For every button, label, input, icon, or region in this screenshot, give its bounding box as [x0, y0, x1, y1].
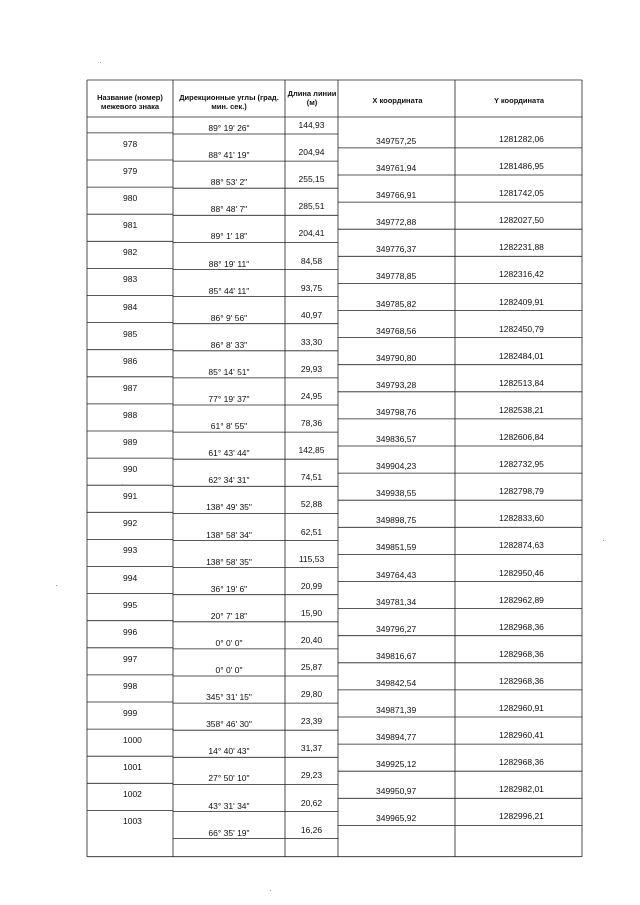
point-name-cell: 995: [123, 599, 138, 610]
length-cell: 23,39: [300, 716, 323, 727]
header-direction-angle: Дирекционные углы (град. мин. сек.): [179, 93, 279, 111]
x-coordinate-cell: 349894,77: [376, 732, 417, 743]
length-cell: 29,93: [300, 363, 323, 374]
point-name-cell: 996: [123, 626, 138, 637]
point-name-cell: 988: [123, 409, 138, 420]
length-cell: 20,62: [300, 797, 323, 808]
point-name-cell: 986: [123, 355, 138, 366]
x-coordinate-cell: 349904,23: [376, 461, 417, 472]
angle-cell: 61° 8' 55": [210, 421, 248, 432]
angle-cell: 0° 0' 0": [215, 665, 243, 675]
x-coordinate-cell: 349836,57: [376, 434, 417, 444]
x-coordinate-cell: 349776,37: [376, 244, 417, 255]
angle-cell: 66° 35' 19": [208, 827, 250, 838]
angle-cell: 345° 31' 15": [206, 692, 252, 703]
angle-cell: 138° 58' 35": [206, 556, 252, 567]
angle-cell: 89° 19' 26": [208, 123, 250, 133]
y-coordinate-cell: 1282027,50: [499, 215, 544, 226]
length-cell: 204,94: [298, 147, 325, 158]
x-coordinate-cell: 349842,54: [376, 677, 417, 688]
angle-cell: 138° 58' 34": [206, 529, 252, 540]
y-coordinate-cell: 1282316,42: [499, 269, 544, 280]
length-cell: 20,99: [300, 580, 323, 591]
point-name-cell: 979: [123, 166, 138, 176]
y-coordinate-cell: 1282231,88: [499, 242, 544, 253]
x-coordinate-cell: 349757,25: [376, 135, 417, 146]
y-coordinate-cell: 1282962,89: [499, 594, 544, 605]
length-cell: 84,58: [300, 255, 323, 266]
x-coordinate-cell: 349778,85: [376, 271, 417, 282]
x-coordinate-cell: 349950,97: [376, 786, 417, 797]
header-x-coordinate: X координата: [372, 96, 423, 105]
y-coordinate-cell: 1282960,91: [499, 703, 544, 713]
angle-cell: 86° 9' 56": [210, 312, 248, 323]
point-name-cell: 994: [123, 572, 138, 583]
point-name-cell: 985: [123, 328, 138, 339]
scan-speck: [270, 890, 271, 891]
point-name-cell: 980: [123, 193, 138, 204]
point-name-cell: 999: [123, 708, 138, 718]
x-coordinate-cell: 349793,28: [376, 379, 417, 390]
length-cell: 142,85: [298, 445, 325, 456]
y-coordinate-cell: 1282450,79: [499, 323, 544, 334]
x-coordinate-cell: 349796,27: [376, 623, 417, 634]
scan-speck: [122, 484, 123, 485]
point-name-cell: 989: [123, 437, 138, 447]
x-coordinate-cell: 349781,34: [376, 596, 417, 607]
y-coordinate-cell: 1282513,84: [499, 377, 544, 388]
y-coordinate-cell: 1282538,21: [499, 404, 544, 415]
angle-cell: 62° 34' 31": [208, 475, 250, 486]
x-coordinate-cell: 349938,55: [376, 488, 417, 499]
x-coordinate-cell: 349816,67: [376, 650, 417, 661]
point-name-cell: 997: [123, 653, 138, 664]
y-coordinate-cell: 1281282,06: [499, 133, 544, 144]
point-name-cell: 998: [123, 680, 138, 691]
point-name-cell: 992: [123, 518, 138, 529]
angle-cell: 86° 8' 33": [210, 339, 248, 350]
angle-cell: 20° 7' 18": [210, 610, 248, 621]
y-coordinate-cell: 1282732,95: [499, 459, 544, 470]
y-coordinate-cell: 1281486,95: [499, 161, 544, 171]
length-cell: 78,36: [300, 418, 323, 429]
x-coordinate-cell: 349871,39: [376, 705, 417, 715]
angle-cell: 88° 48' 7": [210, 204, 248, 215]
point-name-cell: 983: [123, 274, 138, 285]
x-coordinate-cell: 349772,88: [376, 217, 417, 228]
length-cell: 144,93: [298, 120, 325, 130]
angle-cell: 14° 40' 43": [208, 746, 250, 757]
point-name-cell: 990: [123, 464, 138, 475]
y-coordinate-cell: 1282968,36: [499, 675, 544, 686]
length-cell: 29,23: [300, 770, 323, 781]
point-name-cell: 981: [123, 220, 138, 231]
point-name-cell: 991: [123, 491, 138, 502]
point-name-cell: 984: [123, 301, 138, 312]
y-coordinate-cell: 1282484,01: [499, 350, 544, 361]
length-cell: 29,80: [300, 689, 323, 700]
length-cell: 74,51: [300, 472, 323, 483]
point-name-cell: 1000: [123, 735, 142, 746]
point-name-cell: 978: [123, 138, 138, 149]
length-cell: 24,95: [300, 391, 323, 401]
scan-speck: [603, 540, 604, 541]
angle-cell: 358° 46' 30": [206, 719, 252, 730]
length-cell: 31,37: [300, 743, 323, 754]
angle-cell: 43° 31' 34": [208, 800, 250, 811]
point-name-cell: 993: [123, 545, 138, 556]
point-name-cell: 1001: [123, 762, 142, 773]
x-coordinate-cell: 349768,56: [376, 325, 417, 336]
length-cell: 62,51: [300, 526, 323, 537]
y-coordinate-cell: 1282409,91: [499, 296, 544, 307]
angle-cell: 36° 19' 6": [210, 583, 248, 594]
length-cell: 16,26: [300, 824, 323, 835]
y-coordinate-cell: 1282996,21: [499, 811, 544, 822]
point-name-cell: 982: [123, 247, 138, 258]
x-coordinate-cell: 349764,43: [376, 569, 417, 580]
y-coordinate-cell: 1282606,84: [499, 432, 544, 442]
header-line-length: Длина линии (м): [287, 89, 337, 107]
angle-cell: 0° 0' 0": [215, 637, 243, 648]
y-coordinate-cell: 1282950,46: [499, 567, 544, 578]
x-coordinate-cell: 349761,94: [376, 163, 417, 173]
length-cell: 25,87: [300, 662, 323, 672]
angle-cell: 77° 19' 37": [208, 394, 250, 404]
scan-speck: [100, 62, 101, 63]
y-coordinate-cell: 1282968,36: [499, 757, 544, 768]
length-cell: 20,40: [300, 634, 323, 645]
length-cell: 285,51: [298, 201, 325, 212]
header-point-name: Название (номер) межевого знака: [97, 93, 163, 111]
angle-cell: 89° 1' 18": [210, 231, 248, 242]
angle-cell: 138° 49' 35": [206, 502, 252, 513]
x-coordinate-cell: 349925,12: [376, 759, 417, 770]
x-coordinate-cell: 349851,59: [376, 542, 417, 553]
y-coordinate-cell: 1282833,60: [499, 513, 544, 524]
length-cell: 255,15: [298, 174, 325, 185]
angle-cell: 61° 43' 44": [208, 448, 250, 459]
point-name-cell: 1003: [123, 816, 142, 827]
y-coordinate-cell: 1282968,36: [499, 648, 544, 659]
angle-cell: 85° 44' 11": [208, 285, 250, 296]
y-coordinate-cell: 1281742,05: [499, 188, 544, 199]
y-coordinate-cell: 1282798,79: [499, 486, 544, 497]
y-coordinate-cell: 1282968,36: [499, 621, 544, 632]
length-cell: 52,88: [300, 499, 323, 510]
header-y-coordinate: Y координата: [493, 96, 545, 105]
x-coordinate-cell: 349898,75: [376, 515, 417, 526]
length-cell: 204,41: [298, 228, 325, 239]
x-coordinate-cell: 349790,80: [376, 352, 417, 363]
point-name-cell: 1002: [123, 789, 142, 800]
x-coordinate-cell: 349798,76: [376, 406, 417, 417]
angle-cell: 88° 41' 19": [208, 150, 250, 161]
x-coordinate-cell: 349785,82: [376, 298, 417, 309]
angle-cell: 85° 14' 51": [208, 366, 250, 377]
length-cell: 115,53: [298, 553, 325, 564]
length-cell: 15,90: [300, 607, 323, 618]
point-name-cell: 987: [123, 382, 138, 393]
x-coordinate-cell: 349766,91: [376, 190, 417, 201]
angle-cell: 88° 53' 2": [210, 177, 248, 188]
length-cell: 93,75: [300, 282, 323, 293]
length-cell: 33,30: [300, 336, 323, 347]
x-coordinate-cell: 349965,92: [376, 813, 417, 824]
y-coordinate-cell: 1282874,63: [499, 540, 544, 551]
y-coordinate-cell: 1282982,01: [499, 784, 544, 795]
scan-speck: [56, 585, 57, 586]
y-coordinate-cell: 1282960,41: [499, 730, 544, 741]
angle-cell: 88° 19' 11": [208, 258, 250, 269]
length-cell: 40,97: [300, 309, 323, 320]
angle-cell: 27° 50' 10": [208, 773, 250, 784]
